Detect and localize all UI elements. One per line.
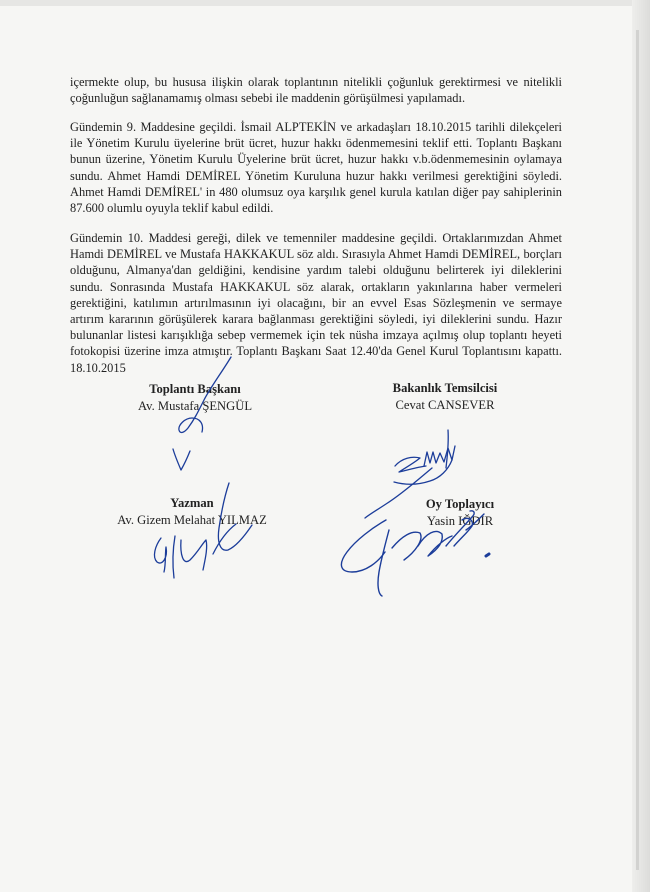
chair-name: Av. Mustafa ŞENGÜL xyxy=(137,399,253,413)
paragraph-agenda-10: Gündemin 10. Maddesi gereği, dilek ve temenniler maddesine geçildi. Ortaklarımızdan Ahmet Hamdi DEMİREL ve Mustafa HAKKAKUL söz aldı. Sırasıyla Ahmet Hamdi DEMİREL, borçları olduğunu, Almanya'dan geldiğini, kendisine yardım talebi olduğunu belirterek iyi dileklerini sundu. Sonrasında Mustafa HAKKAKUL söz alarak, ortakların yakınlarına haber vermeleri gerektiğini, katılımın artırılmasının iyi olacağını, bir an evvel Esas Sözleşmenin ve sermaye artırım kararının görüşülerek karara bağlanması gerektiğini söyledi, iyi dileklerini sundu. Hazır bulunanlar listesi karışıklığa sebep vermemek için tek nüsha imzaya açılmış olup toplantı heyeti fotokopisi üzerine imza atmıştır. Toplantı Başkanı Saat 12.40'da Genel Kurul Toplantısını kapattı. 18.10.2015 xyxy=(70,231,562,375)
teller-name: Yasin IĞDIR xyxy=(426,514,494,528)
teller-role: Oy Toplayıcı xyxy=(425,497,495,511)
ministry-name: Cevat CANSEVER xyxy=(395,398,495,412)
secretary-signature xyxy=(154,483,252,578)
secretary-role: Yazman xyxy=(170,496,214,510)
paragraph-1: içermekte olup, bu hususa ilişkin olarak toplantının nitelikli çoğunluk gerektirmesi ve nitelikli çoğunluğun sağlanamamış olması sebebi ile maddenin görüşülmesi yapılamadı. xyxy=(70,75,562,106)
ministry-role: Bakanlık Temsilcisi xyxy=(392,381,498,395)
paragraph-agenda-9: Gündemin 9. Maddesine geçildi. İsmail ALPTEKİN ve arkadaşları 18.10.2015 tarihli dilekçeleri ile Yönetim Kurulu üyelerine brüt ücret, huzur hakkı ödenmemesini teklif etti. Toplantı Başkanı bunun üzerine, Yönetim Kurulu Üyelerine brüt ücret, huzur hakkı v.b.ödenmemesinin oylamaya sundu. Ahmet Hamdi DEMİREL Yönetim Kuruluna huzur hakkı verilmesi gerektiğini söyledi. Ahmet Hamdi DEMİREL' in 480 olumsuz oya karşılık genel kurula katılan diğer pay sahiplerinin 87.600 olumlu oyuyla teklif kabul edildi. xyxy=(70,120,562,216)
teller-signature xyxy=(341,511,489,596)
chair-role: Toplantı Başkanı xyxy=(149,382,241,396)
ministry-signature xyxy=(365,430,455,518)
chair-signature xyxy=(173,357,231,470)
secretary-name: Av. Gizem Melahat YILMAZ xyxy=(117,513,267,527)
